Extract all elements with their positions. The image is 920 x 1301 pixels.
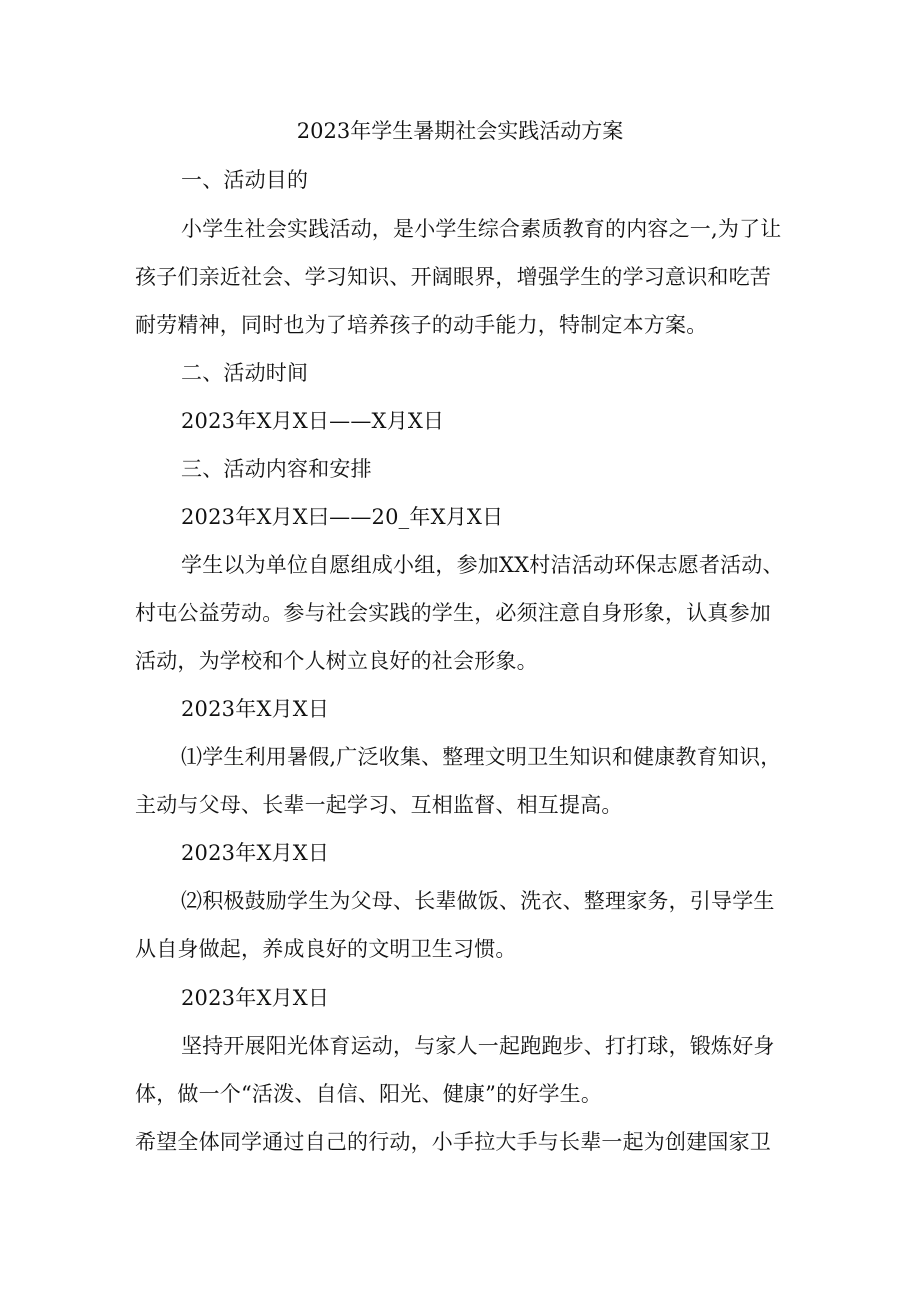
paragraph-line: 从自身做起，养成良好的文明卫生习惯。 [135, 937, 517, 961]
paragraph-line: 体，做一个“活泼、自信、阳光、健康”的好学生。 [135, 1082, 603, 1106]
paragraph-line: 希望全体同学通过自己的行动，小手拉大手与长辈一起为创建国家卫 [135, 1130, 771, 1154]
section-heading-content: 三、活动内容和安排 [181, 457, 372, 481]
paragraph-line: 耐劳精神，同时也为了培养孩子的动手能力，特制定本方案。 [135, 313, 708, 337]
paragraph-line: 小学生社会实践活动，是小学生综合素质教育的内容之一,为了让 [181, 217, 782, 241]
paragraph-line: 孩子们亲近社会、学习知识、开阔眼界，增强学生的学习意识和吃苦 [135, 265, 771, 289]
section-heading-purpose: 一、活动目的 [181, 168, 309, 192]
date-line: 2023年X月X日 [181, 986, 330, 1010]
date-line: 2023年X月X日 [181, 697, 330, 721]
date-line: 2023年X月X日 [181, 841, 330, 865]
paragraph-line: 活动，为学校和个人树立良好的社会形象。 [135, 649, 538, 673]
date-line: 2023年X月X曰——20_年X月X日 [181, 505, 504, 529]
section-heading-time: 二、活动时间 [181, 361, 309, 385]
paragraph-line: ⑵积极鼓励学生为父母、长辈做饭、洗衣、整理家务，引导学生 [181, 889, 775, 913]
paragraph-line: 坚持开展阳光体育运动，与家人一起跑跑步、打打球，锻炼好身 [181, 1034, 775, 1058]
paragraph-line: 学生以为单位自愿组成小组，参加XX村洁活动环保志愿者活动、 [181, 553, 784, 577]
paragraph-line: 主动与父母、长辈一起学习、互相监督、相互提高。 [135, 793, 623, 817]
document-title: 2023年学生暑期社会实践活动方案 [296, 119, 624, 143]
paragraph-line: ⑴学生利用暑假,广泛收集、整理文明卫生知识和健康教育知识， [181, 745, 782, 769]
paragraph-line: 村屯公益劳动。参与社会实践的学生，必须注意自身形象，认真参加 [135, 601, 771, 625]
date-line: 2023年X月X日——X月X日 [181, 409, 445, 433]
